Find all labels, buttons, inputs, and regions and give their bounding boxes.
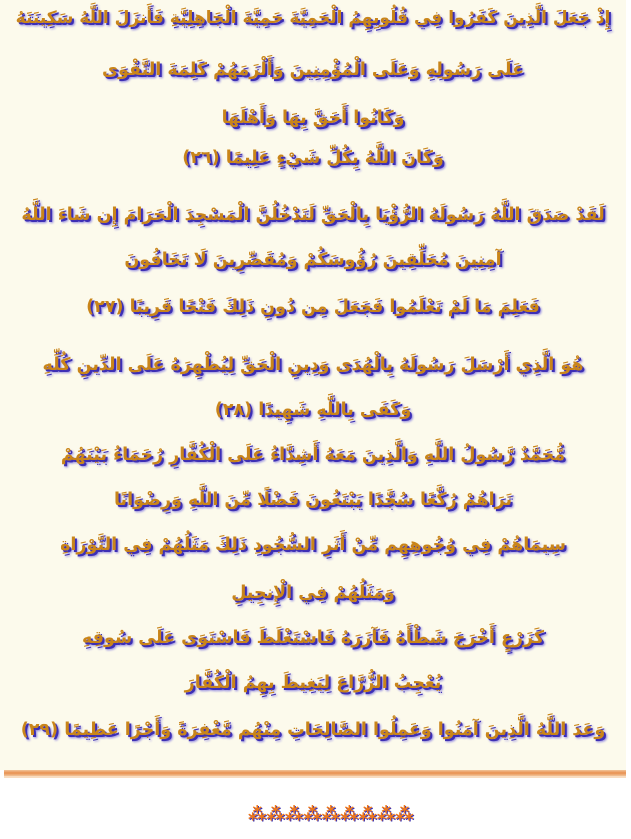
verse-28-line-1: هُوَ الَّذِي أَرْسَلَ رَسُولَهُ بِالْهُدَى وَدِينِ الْحَقِّ لِيُظْهِرَهُ عَلَى الدِّينِ كُلِّهِ [42,355,584,375]
verse-26-line-1: إِذْ جَعَلَ الَّذِينَ كَفَرُوا فِي قُلُوبِهِمُ الْحَمِيَّةَ حَمِيَّةَ الْجَاهِلِيَّةِ فَأَنزَلَ اللَّهُ سَكِينَتَهُ [15,8,611,28]
verse-29-line-2: تَرَاهُمْ رُكَّعًا سُجَّدًا يَبْتَغُونَ فَضْلًا مِّنَ اللَّهِ وَرِضْوَانًا [113,490,513,510]
verse-29-line-7: وَعَدَ اللَّهُ الَّذِينَ آمَنُوا وَعَمِلُوا الصَّالِحَاتِ مِنْهُم مَّغْفِرَةً وَأَجْرًا عَظِيمًا (٢٩) [20,720,606,740]
divider-rule-highlight [4,776,626,778]
verse-29-line-3: سِيمَاهُمْ فِي وُجُوهِهِم مِّنْ أَثَرِ السُّجُودِ ذَلِكَ مَثَلُهُمْ فِي التَّوْرَاةِ [60,535,566,555]
verse-27-line-3: فَعَلِمَ مَا لَمْ تَعْلَمُوا فَجَعَلَ مِن دُونِ ذَلِكَ فَتْحًا قَرِيبًا (٢٧) [86,297,540,317]
verse-29-line-5: كَزَرْعٍ أَخْرَجَ شَطْأَهُ فَآزَرَهُ فَاسْتَغْلَظَ فَاسْتَوَى عَلَى سُوقِهِ [81,628,545,648]
verse-26-line-2: عَلَى رَسُولِهِ وَعَلَى الْمُؤْمِنِينَ وَأَلْزَمَهُمْ كَلِمَةَ التَّقْوَى [101,60,525,80]
verse-29-line-4: وَمَثَلُهُمْ فِي الْإِنجِيلِ [231,583,395,603]
verse-26-line-3: وَكَانُوا أَحَقَّ بِهَا وَأَهْلَهَا [221,108,405,128]
verse-27-line-1: لَقَدْ صَدَقَ اللَّهُ رَسُولَهُ الرُّؤْيَا بِالْحَقِّ لَتَدْخُلُنَّ الْمَسْجِدَ الْحَرَامَ إِن شَاءَ اللَّهُ [21,205,605,225]
verse-26-line-4: وَكَانَ اللَّهُ بِكُلِّ شَيْءٍ عَلِيمًا (٢٦) [182,148,444,168]
verse-29-line-1: مُّحَمَّدٌ رَّسُولُ اللَّهِ وَالَّذِينَ مَعَهُ أَشِدَّاءُ عَلَى الْكُفَّارِ رُحَمَاءُ بَيْنَهُمْ [60,445,566,465]
ornament-border-icon: ⁂⁂⁂⁂⁂⁂⁂⁂⁂ [248,804,414,825]
verse-28-line-2: وَكَفَى بِاللَّهِ شَهِيدًا (٢٨) [214,400,412,420]
verse-29-line-6: يُعْجِبُ الزُّرَّاعَ لِيَغِيظَ بِهِمُ الْكُفَّارَ [184,673,442,693]
verse-27-line-2: آمِنِينَ مُحَلِّقِينَ رُؤُوسَكُمْ وَمُقَصِّرِينَ لَا تَخَافُونَ [124,250,502,270]
